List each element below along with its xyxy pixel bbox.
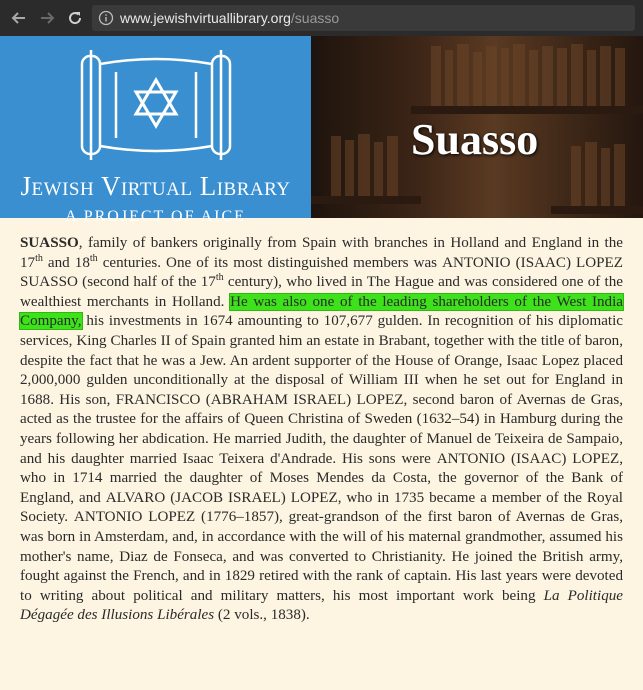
text-run: (2 vols., 1838). bbox=[214, 607, 310, 624]
text-run: his investments in 1674 amounting to 107,677 gulden. In recognition of his diplomatic services, King Charles bbox=[20, 313, 623, 349]
person-name: ALVARO (JACOB ISRAEL) LOPEZ bbox=[105, 489, 338, 506]
text-run: centuries. One of its most distinguished members was bbox=[97, 254, 443, 271]
url-host: www.jewishvirtuallibrary.org bbox=[120, 10, 291, 26]
text-run: when he set out for England in 1688. His son, bbox=[20, 372, 623, 408]
text-run: , family of bankers originally from Spain with branches in Holland and England in the 17 bbox=[20, 235, 623, 271]
text-run: century), who lived in The Hague and was considered one of the wealthiest merchants in Holland. bbox=[20, 274, 623, 310]
logo-title: Jewish Virtual Library bbox=[20, 171, 291, 201]
logo-subtitle: A PROJECT OF AICE bbox=[65, 208, 246, 225]
reload-icon bbox=[67, 10, 83, 26]
person-name: FRANCISCO (ABRAHAM ISRAEL) LOPEZ bbox=[115, 391, 404, 408]
page-title: Suasso bbox=[411, 115, 539, 164]
library-photo bbox=[311, 36, 643, 218]
browser-toolbar bbox=[0, 0, 643, 36]
person-name: ANTONIO LOPEZ bbox=[73, 509, 196, 526]
arrow-right-icon bbox=[39, 10, 55, 26]
text-run: (1776–1857), great-grandson of the first baron of Avernas de Gras, was born in Amsterdam, and, in accordance with the will of his maternal grandmother, assumed his mother's name, Diaz de Fonseca, and was converted to Christianity. He joined the British army, fought against the French, and in 1829 retired with the rank of captain. His last years were devoted to writing about political and military matters, his most important work being bbox=[20, 509, 624, 604]
superscript: th bbox=[215, 272, 224, 284]
torah-scroll-icon bbox=[76, 50, 236, 160]
highlighted-text: He was also one of the leading shareholders of the West India Company, bbox=[20, 293, 623, 330]
url-path: /suasso bbox=[290, 10, 340, 26]
article-paragraph bbox=[20, 234, 623, 626]
forward-button[interactable] bbox=[36, 7, 58, 29]
arrow-left-icon bbox=[11, 10, 27, 26]
text-run: , who in 1714 married the daughter of Moses Mendes da Costa, the governor of the Bank of England, and bbox=[20, 450, 623, 506]
text-run: of Spain granted him an estate in Brabant, together with the title of baron, despite the fact that he was a Jew. An ardent supporter of the House of Orange, Isaac Lopez placed 2,000,000 gulden unconditionally at the disposal of William bbox=[20, 332, 623, 389]
reload-button[interactable] bbox=[64, 7, 86, 29]
site-logo[interactable] bbox=[0, 36, 311, 225]
person-name: ANTONIO (ISAAC) LOPEZ bbox=[436, 450, 620, 467]
text-run: , who in 1735 became a member of the Royal Society. bbox=[20, 489, 623, 526]
regnal-number: III bbox=[403, 372, 419, 389]
text-run: and 18 bbox=[42, 254, 90, 271]
back-button[interactable] bbox=[8, 7, 30, 29]
text-run: , second baron of Avernas de Gras, acted as the trustee for the affairs of Queen Christina of Sweden (1632–54) in Hamburg during the years following her abdication. He married Judith, the daughter of Manuel de Teixeira de Sampaio, and his daughter married Isaac Teixera d'Andrade. His sons were bbox=[20, 391, 623, 467]
info-icon bbox=[98, 10, 114, 26]
entry-headword: SUASSO bbox=[20, 235, 79, 251]
text-run: (second half of the 17 bbox=[77, 274, 216, 291]
person-name: ANTONIO (ISAAC) LOPEZ SUASSO bbox=[20, 254, 623, 291]
book-title: La Politique Dégagée des Illusions Libérales bbox=[20, 587, 623, 624]
superscript: th bbox=[89, 252, 98, 264]
article-body bbox=[0, 218, 643, 626]
address-bar[interactable] bbox=[92, 5, 635, 31]
superscript: th bbox=[35, 252, 43, 264]
star-of-david-icon bbox=[136, 80, 176, 126]
regnal-number: II bbox=[160, 332, 171, 349]
site-banner bbox=[0, 36, 643, 225]
